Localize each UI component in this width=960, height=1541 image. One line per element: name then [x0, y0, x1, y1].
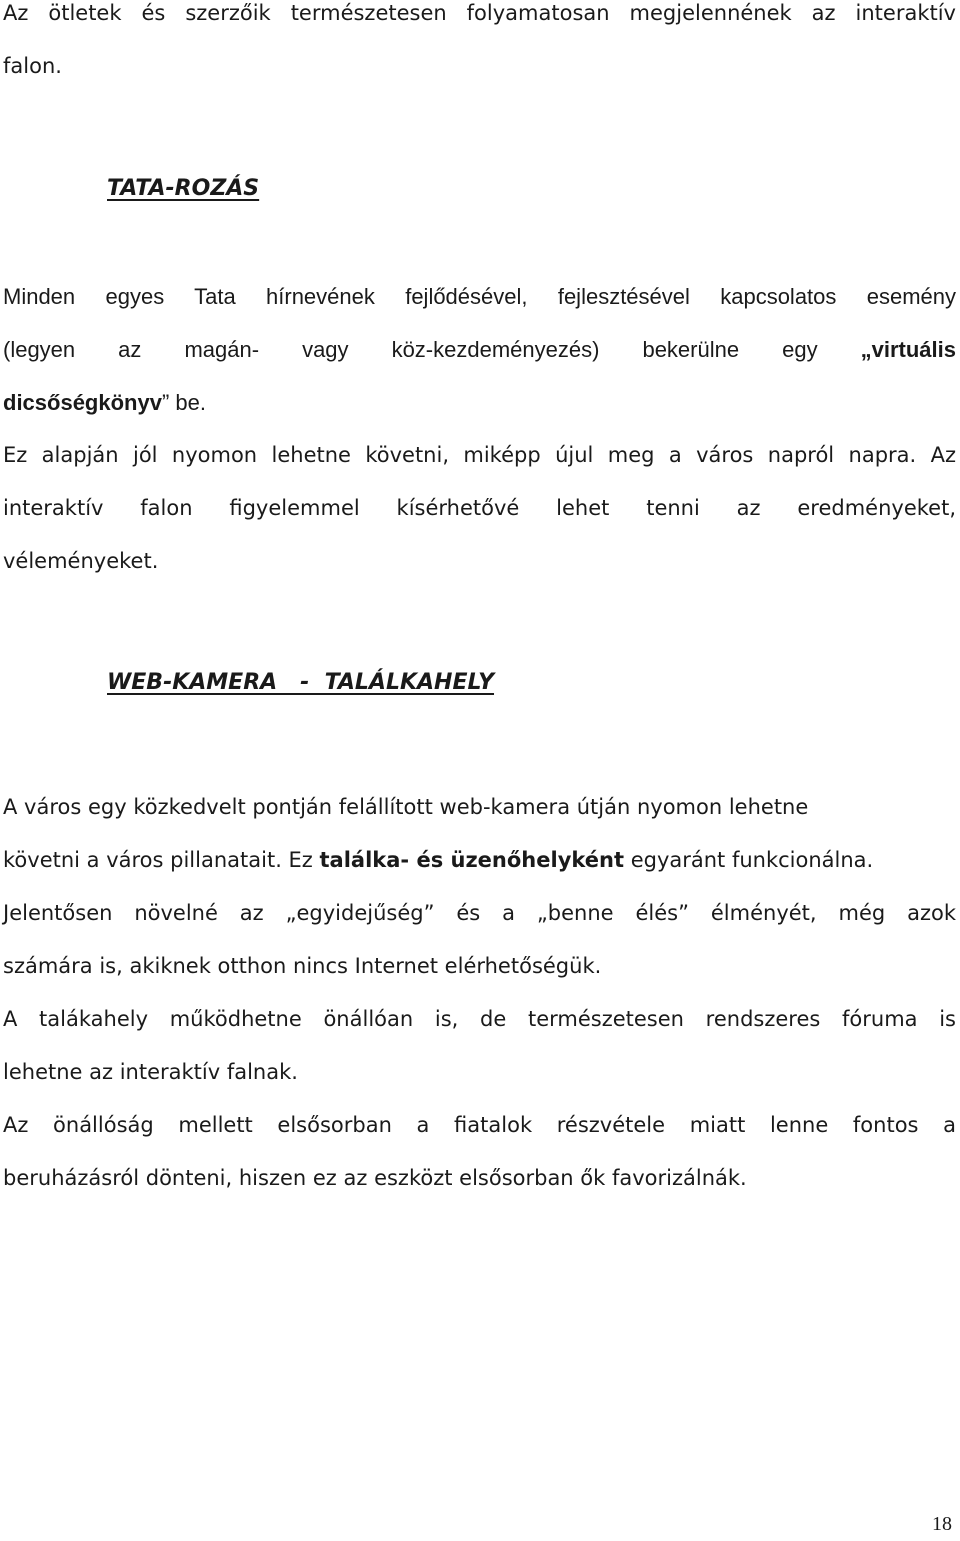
heading-web-kamera: WEB-KAMERA - TALÁLKAHELY [107, 670, 495, 695]
webcam-line-1: A város egy közkedvelt pontján felállított web-kamera útján nyomon lehetne [3, 795, 809, 819]
text-span: követni a város pillanatait. Ez [3, 848, 320, 872]
tata-paragraph-1-line-2 [3, 335, 956, 365]
intro-line-1: Az ötletek és szerzőik természetesen folyamatosan megjelennének az interaktív [3, 1, 956, 25]
webcam-line-2 [3, 845, 956, 875]
tata-paragraph-2-line-2: interaktív falon figyelemmel kísérhetővé lehet tenni az eredményeket, [3, 496, 956, 520]
webcam-line-3: Jelentősen növelné az „egyidejűség” és a „benne élés” élményét, még azok [3, 901, 956, 925]
bold-span: „virtuális [860, 337, 956, 362]
webcam-line-4: számára is, akiknek otthon nincs Internet elérhetőségük. [3, 954, 602, 978]
webcam-line-7: Az önállóság mellett elsősorban a fiatalok részvétele miatt lenne fontos a [3, 1113, 956, 1137]
webcam-line-8: beruházásról dönteni, hiszen ez az eszközt elsősorban ők favorizálnák. [3, 1166, 747, 1190]
webcam-line-6: lehetne az interaktív falnak. [3, 1060, 298, 1084]
bold-span: találka- és üzenőhelyként [319, 848, 625, 872]
tata-paragraph-2-line-3: véleményeket. [3, 549, 159, 573]
text-span: ” be. [161, 390, 206, 415]
heading-tata-rozas: TATA-ROZÁS [107, 176, 260, 201]
page-number: 18 [932, 1513, 952, 1535]
tata-paragraph-2-line-1: Ez alapján jól nyomon lehetne követni, miképp újul meg a város napról napra. Az [3, 443, 956, 467]
webcam-line-5: A talákahely működhetne önállóan is, de természetesen rendszeres fóruma is [3, 1007, 956, 1031]
tata-paragraph-1-line-1: Minden egyes Tata hírnevének fejlődésével, fejlesztésével kapcsolatos esemény [3, 284, 956, 309]
bold-span: dicsőségkönyv [3, 390, 162, 415]
text-span: (legyen az magán- vagy köz-kezdeményezés) bekerülne egy [3, 337, 861, 362]
tata-paragraph-1-line-3 [3, 388, 956, 418]
intro-line-2: falon. [3, 54, 62, 78]
text-span: egyaránt funkcionálna. [624, 848, 874, 872]
